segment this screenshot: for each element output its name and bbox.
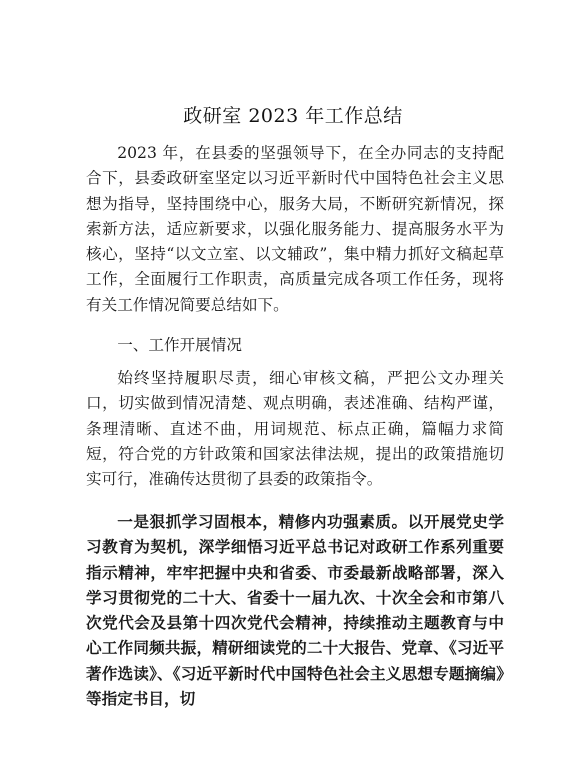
body-paragraph-2: 一是狠抓学习固根本，精修内功强素质。以开展党史学习教育为契机，深学细悟习近平总书记对政研工作系列重要指示精神，牢牢把握中央和省委、市委最新战略部署，深入学习贯彻党的二十大、省委十一届九次、十次全会和市第八次党代会及县第十四次党代会精神，持续推动主题教育与中心工作同频共振，精研细读党的二十大报告、党章、《习近平著作选读》、《习近平新时代中国特色社会主义思想专题摘编》等指定书目，切	[86, 512, 504, 709]
body-paragraph-1: 始终坚持履职尽责，细心审核文稿，严把公文办理关口，切实做到情况清楚、观点明确，表述准确、结构严谨，条理清晰、直述不曲，用词规范、标点正确，篇幅力求简短，符合党的方针政策和国家法律法规，提出的政策措施切实可行，准确传达贯彻了县委的政策指令。	[86, 369, 504, 489]
section-heading: 一、工作开展情况	[117, 336, 242, 354]
document-title: 政研室 2023 年工作总结	[183, 105, 403, 127]
intro-paragraph: 2023 年，在县委的坚强领导下，在全办同志的支持配合下，县委政研室坚定以习近平新时代中国特色社会主义思想为指导，坚持围绕中心，服务大局，不断研究新情况，探索新方法，适应新要求，以强化服务能力、提高服务水平为核心，坚持“以文立室、以文辅政”，集中精力抓好文稿起草工作，全面履行工作职责，高质量完成各项工作任务，现将有关工作情况简要总结如下。	[86, 144, 504, 314]
